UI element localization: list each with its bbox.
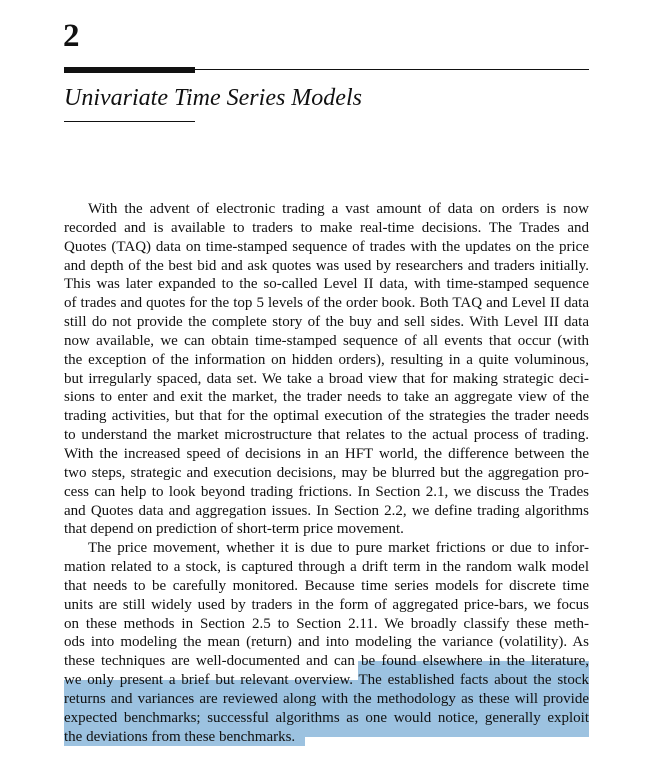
- chapter-rule-thin: [195, 69, 589, 70]
- paragraph-1: [64, 200, 589, 539]
- text-line: mation related to a stock, is captured through a drift term in the random walk model: [64, 559, 589, 576]
- text-line: trading activities, but that for the optimal execution of the strategies the trader needs: [64, 408, 589, 425]
- text-line: With the advent of electronic trading a vast amount of data on orders is now: [88, 201, 589, 217]
- text-line: still do not provide the complete story of the buy and sell sides. With Level III data: [64, 314, 589, 331]
- text-line: that needs to be carefully monitored. Because time series models for discrete time: [64, 577, 589, 594]
- text-line: units are still widely used by traders in the form of aggregated price-bars, we focus: [64, 596, 589, 613]
- text-line: The price movement, whether it is due to pure market frictions or due to infor-: [88, 540, 589, 557]
- text-line: but irregularly spaced, data set. We take a broad view that for making strategic deci-: [64, 370, 589, 387]
- title-underline: [64, 121, 195, 122]
- text-line: returns and variances are reviewed along with the methodology as these will provide: [64, 690, 589, 707]
- chapter-rule-thick: [64, 67, 195, 73]
- text-line: on these methods in Section 2.5 to Section 2.11. We broadly classify these meth-: [64, 615, 589, 632]
- text-line: the deviations from these benchmarks.: [64, 728, 296, 745]
- paragraph-2: [64, 539, 589, 746]
- text-line: Quotes (TAQ) data on time-stamped sequence of trades with the updates on the price: [64, 238, 589, 255]
- text-line: of trades and quotes for the top 5 levels of the order book. Both TAQ and Level II data: [64, 295, 589, 312]
- text-line: recorded and is available to traders to make real-time decisions. The Trades and: [64, 219, 589, 236]
- text-line: and depth of the best bid and ask quotes was used by researchers and traders initially.: [64, 257, 589, 274]
- chapter-number: 2: [63, 18, 80, 54]
- text-line: and Quotes data and aggregation issues. In Section 2.2, we define trading algorithms: [64, 502, 589, 519]
- text-line: sions to enter and exit the market, the trader needs to take an aggregate view of the: [64, 389, 589, 406]
- text-line: to understand the market microstructure that relates to the actual process of trading.: [64, 427, 589, 444]
- text-line: two steps, strategic and execution decisions, may be blurred but the aggregation pro-: [64, 464, 589, 481]
- text-line: With the increased speed of decisions in an HFT world, the difference between the: [64, 445, 589, 462]
- text-line: expected benchmarks; successful algorithms as one would notice, generally exploit: [64, 709, 589, 726]
- text-line: cess can help to look beyond trading frictions. In Section 2.1, we discuss the Trades: [64, 483, 589, 500]
- text-line: the exception of the information on hidden orders), resulting in a quite voluminous,: [64, 351, 589, 368]
- text-line: these techniques are well-documented and can be found elsewhere in the literature,: [64, 653, 589, 670]
- body-text[interactable]: [64, 200, 589, 746]
- text-line: that depend on prediction of short-term price movement.: [64, 521, 404, 538]
- text-line: we only present a brief but relevant overview. The established facts about the stock: [64, 672, 589, 689]
- text-line: This was later expanded to the so-called Level II data, with time-stamped sequence: [64, 276, 589, 293]
- text-line: ods into modeling the mean (return) and into modeling the variance (volatility). As: [64, 634, 589, 651]
- chapter-title: Univariate Time Series Models: [64, 85, 362, 111]
- text-line: now available, we can obtain time-stamped sequence of all events that occur (with: [64, 332, 589, 349]
